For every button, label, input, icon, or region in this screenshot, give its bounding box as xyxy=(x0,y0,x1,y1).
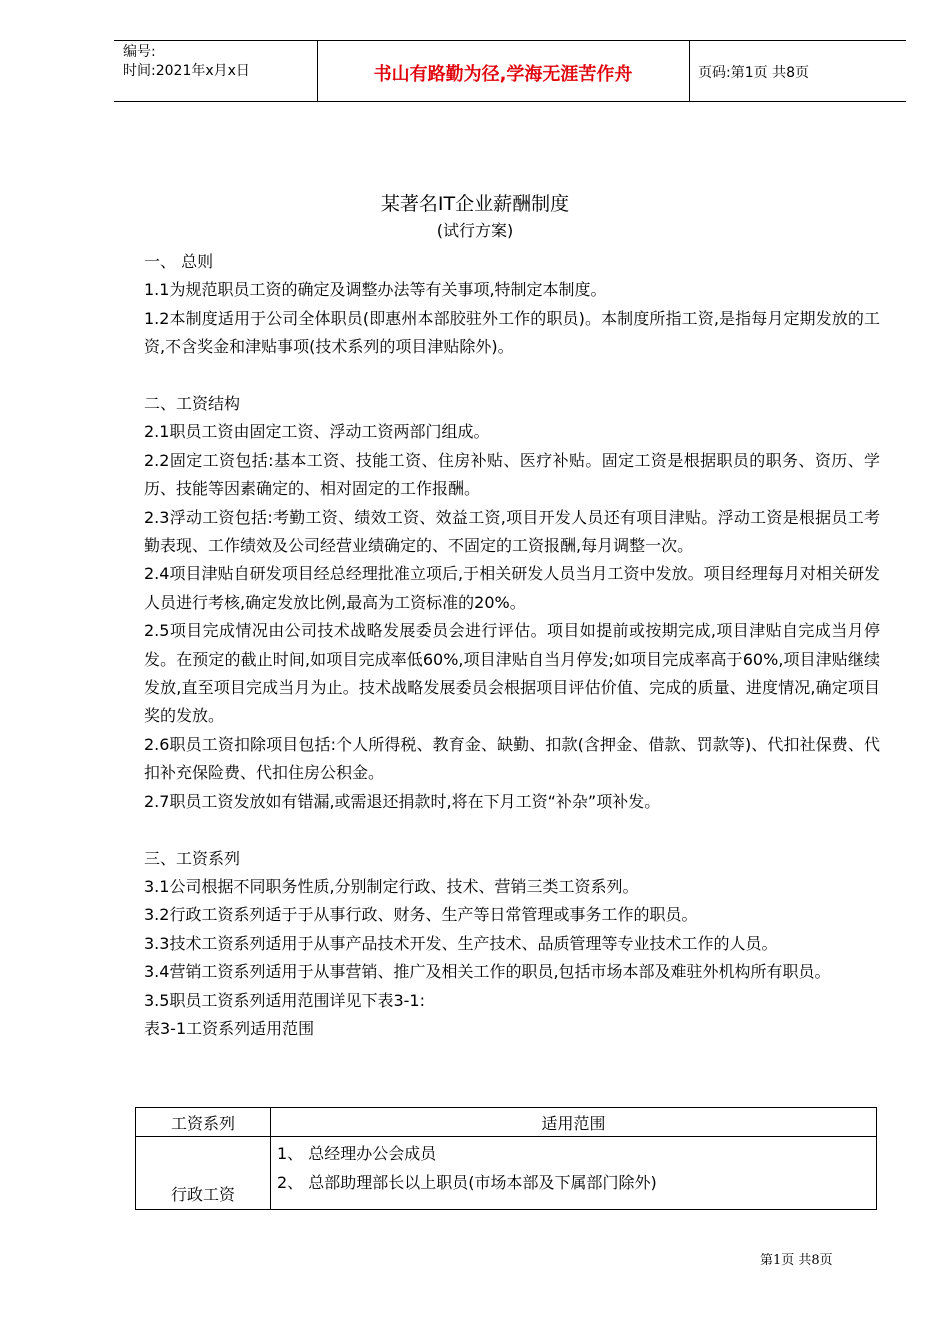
document-title: 某著名IT企业薪酬制度 xyxy=(380,193,570,215)
table-cell-category: 行政工资 xyxy=(136,1137,271,1210)
header-meta xyxy=(123,43,250,81)
paragraph: 3.2行政工资系列适于于从事行政、财务、生产等日常管理或事务工作的职员。 xyxy=(144,905,698,925)
paragraph: 2.1职员工资由固定工资、浮动工资两部门组成。 xyxy=(144,422,490,442)
scope-item: 2、 总部助理部长以上职员(市场本部及下属部门除外) xyxy=(277,1173,657,1192)
spacer xyxy=(144,362,880,390)
document-subtitle: (试行方案) xyxy=(436,221,514,240)
table-caption: 表3-1工资系列适用范围 xyxy=(144,1018,315,1038)
column-header-series: 工资系列 xyxy=(136,1108,271,1137)
header-page-label: 页码:第1页 共8页 xyxy=(698,65,809,81)
page-footer: 第1页 共8页 xyxy=(760,1253,833,1268)
paragraph: 2.5项目完成情况由公司技术战略发展委员会进行评估。项目如提前或按期完成,项目津贴自完成当月停发。在预定的截止时间,如项目完成率低60%,项目津贴自当月停发;如项目完成率高于60%,项目津贴继续发放,直至项目完成当月为止。技术战略发展委员会根据项目评估价值、完成的质量、进度情况,确定项目奖的发放。 xyxy=(144,621,880,726)
document-body xyxy=(144,248,880,1043)
time-label: 时间:2021年x月x日 xyxy=(123,63,250,79)
table-cell-scope xyxy=(271,1137,877,1210)
section-heading: 一、 总则 xyxy=(144,252,214,271)
table-row xyxy=(136,1137,877,1210)
paragraph: 1.2本制度适用于公司全体职员(即惠州本部胶驻外工作的职员)。本制度所指工资,是指每月定期发放的工资,不含奖金和津贴事项(技术系列的项目津贴除外)。 xyxy=(144,308,880,357)
paragraph: 2.2固定工资包括:基本工资、技能工资、住房补贴、医疗补贴。固定工资是根据职员的职务、资历、学历、技能等因素确定的、相对固定的工作报酬。 xyxy=(144,450,880,499)
paragraph: 3.3技术工资系列适用于从事产品技术开发、生产技术、品质管理等专业技术工作的人员。 xyxy=(144,933,778,953)
paragraph: 3.1公司根据不同职务性质,分别制定行政、技术、营销三类工资系列。 xyxy=(144,876,639,896)
header-motto: 书山有路勤为径,学海无涯苦作舟 xyxy=(373,64,633,85)
paragraph: 2.4项目津贴自研发项目经总经理批准立项后,于相关研发人员当月工资中发放。项目经理每月对相关研发人员进行考核,确定发放比例,最高为工资标准的20%。 xyxy=(144,564,880,612)
scope-item: 1、 总经理办公会成员 xyxy=(277,1144,437,1163)
paragraph: 1.1为规范职员工资的确定及调整办法等有关事项,特制定本制度。 xyxy=(144,280,607,300)
paragraph: 2.3浮动工资包括:考勤工资、绩效工资、效益工资,项目开发人员还有项目津贴。浮动工资是根据员工考勤表现、工作绩效及公司经营业绩确定的、不固定的工资报酬,每月调整一次。 xyxy=(144,507,880,556)
page-header xyxy=(114,40,906,102)
paragraph: 2.6职员工资扣除项目包括:个人所得税、教育金、缺勤、扣款(含押金、借款、罚款等)、代扣社保费、代扣补充保险费、代扣住房公积金。 xyxy=(144,734,880,783)
column-header-scope: 适用范围 xyxy=(271,1108,877,1137)
paragraph: 3.5职员工资系列适用范围详见下表3-1: xyxy=(144,990,425,1010)
paragraph: 2.7职员工资发放如有错漏,或需退还捐款时,将在下月工资“补杂”项补发。 xyxy=(144,791,661,811)
number-label: 编号: xyxy=(123,44,156,60)
spacer xyxy=(144,816,880,844)
paragraph: 3.4营销工资系列适用于从事营销、推广及相关工作的职员,包括市场本部及难驻外机构所有职员。 xyxy=(144,962,831,982)
header-divider xyxy=(689,41,690,101)
section-heading: 二、工资结构 xyxy=(144,394,241,414)
section-heading: 三、工资系列 xyxy=(144,848,241,868)
table-header-row xyxy=(136,1108,877,1137)
salary-series-table xyxy=(135,1107,877,1210)
